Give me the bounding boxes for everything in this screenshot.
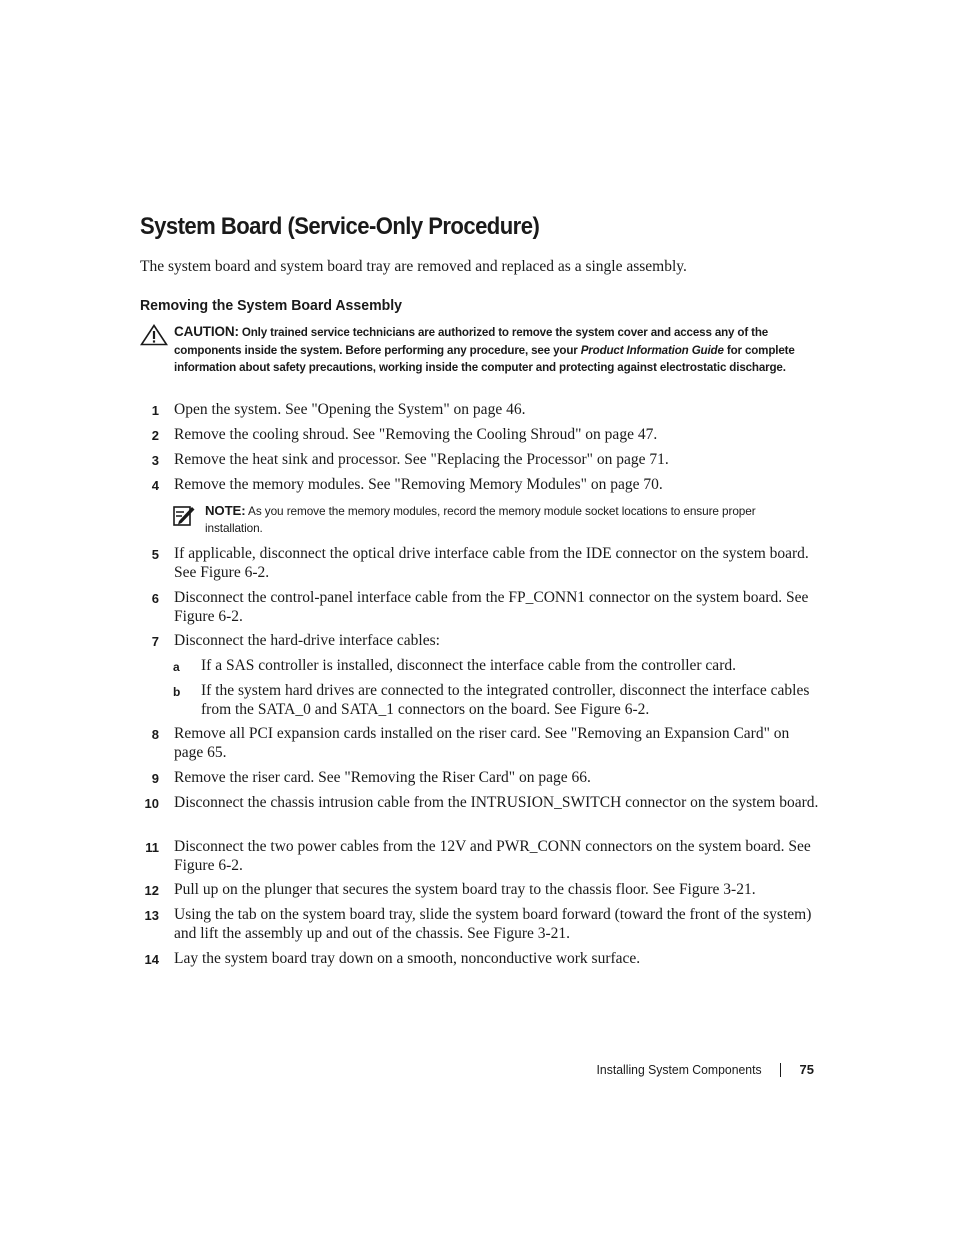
- list-item: [140, 880, 820, 899]
- step-number: 13: [144, 908, 159, 923]
- step-number: 6: [151, 591, 159, 606]
- step-number: 7: [151, 634, 159, 649]
- step-number: 4: [151, 478, 159, 493]
- note-notice: [173, 502, 813, 537]
- step-text: Pull up on the plunger that secures the system board tray to the chassis floor. See Figure 3-21.: [174, 881, 756, 898]
- sub-list-item: [173, 681, 823, 719]
- list-item: [140, 450, 820, 469]
- step-number: 8: [151, 727, 159, 742]
- caution-text: [174, 323, 816, 377]
- note-body: As you remove the memory modules, record the memory module socket locations to ensure proper installation.: [205, 504, 756, 535]
- step-text: Disconnect the control-panel interface cable from the FP_CONN1 connector on the system board. See Figure 6-2.: [174, 589, 809, 625]
- intro-paragraph: The system board and system board tray are removed and replaced as a single assembly.: [140, 258, 687, 275]
- step-number: 12: [144, 883, 159, 898]
- step-number: 10: [144, 796, 159, 811]
- list-item: [140, 724, 820, 762]
- step-text: Remove the heat sink and processor. See "Replacing the Processor" on page 71.: [174, 451, 669, 468]
- caution-triangle-icon: [140, 324, 168, 346]
- substep-text: If a SAS controller is installed, disconnect the interface cable from the controller card.: [201, 657, 736, 674]
- step-text: Remove the cooling shroud. See "Removing the Cooling Shroud" on page 47.: [174, 426, 658, 443]
- caution-notice: [140, 323, 816, 377]
- caution-guide-title: Product Information Guide: [580, 343, 724, 357]
- step-number: 14: [144, 952, 159, 967]
- caution-text-before: Only trained service technicians are authorized to remove the system cover and access any of the components inside the system. Before performing any procedure, see your: [174, 326, 769, 357]
- footer-divider: [780, 1063, 781, 1077]
- page-title: System Board (Service-Only Procedure): [140, 213, 540, 240]
- step-text: Disconnect the two power cables from the 12V and PWR_CONN connectors on the system board. See Figure 6-2.: [174, 838, 811, 874]
- page-footer: [586, 1062, 814, 1077]
- list-item: [140, 905, 820, 943]
- substep-text: If the system hard drives are connected to the integrated controller, disconnect the interface cables from the SATA_0 and SATA_1 connectors on the board. See Figure 6-2.: [201, 682, 810, 718]
- step-text: Using the tab on the system board tray, slide the system board forward (toward the front of the system) and lift the assembly up and out of the chassis. See Figure 3-21.: [174, 906, 812, 942]
- list-item: [140, 544, 820, 582]
- list-item: [140, 475, 820, 494]
- note-text: [205, 502, 813, 537]
- step-number: 1: [151, 403, 159, 418]
- caution-text-after: for complete information about safety precautions, working inside the computer and protecting against electrostatic discharge.: [174, 343, 795, 374]
- step-number: 11: [145, 840, 159, 855]
- list-item: [140, 400, 820, 419]
- step-number: 5: [151, 547, 159, 562]
- step-text: Remove the memory modules. See "Removing Memory Modules" on page 70.: [174, 476, 663, 493]
- list-item: [140, 588, 820, 626]
- sub-list-item: [173, 656, 823, 675]
- step-number: 9: [151, 771, 159, 786]
- caution-label: CAUTION:: [174, 324, 239, 339]
- step-text: Open the system. See "Opening the System" on page 46.: [174, 401, 526, 418]
- step-text: Disconnect the chassis intrusion cable from the INTRUSION_SWITCH connector on the system board.: [174, 794, 819, 811]
- substep-letter: a: [173, 660, 180, 674]
- step-text: Lay the system board tray down on a smooth, nonconductive work surface.: [174, 950, 641, 967]
- step-text: Disconnect the hard-drive interface cables:: [174, 632, 440, 649]
- substep-letter: b: [173, 685, 181, 699]
- note-pencil-icon: [173, 504, 195, 526]
- page-number: 75: [799, 1062, 814, 1077]
- list-item: [140, 837, 820, 875]
- step-text: If applicable, disconnect the optical drive interface cable from the IDE connector on the system board. See Figure 6-2.: [174, 545, 809, 581]
- step-text: Remove the riser card. See "Removing the Riser Card" on page 66.: [174, 769, 591, 786]
- list-item: [140, 425, 820, 444]
- list-item: [140, 793, 820, 812]
- list-item: [140, 949, 820, 968]
- list-item: [140, 631, 820, 650]
- list-item: [140, 768, 820, 787]
- note-label: NOTE:: [205, 503, 246, 518]
- footer-chapter: Installing System Components: [596, 1062, 762, 1077]
- step-text: Remove all PCI expansion cards installed on the riser card. See "Removing an Expansion Card" on page 65.: [174, 725, 790, 761]
- step-number: 2: [151, 428, 159, 443]
- section-heading: Removing the System Board Assembly: [140, 297, 402, 314]
- step-number: 3: [151, 453, 159, 468]
